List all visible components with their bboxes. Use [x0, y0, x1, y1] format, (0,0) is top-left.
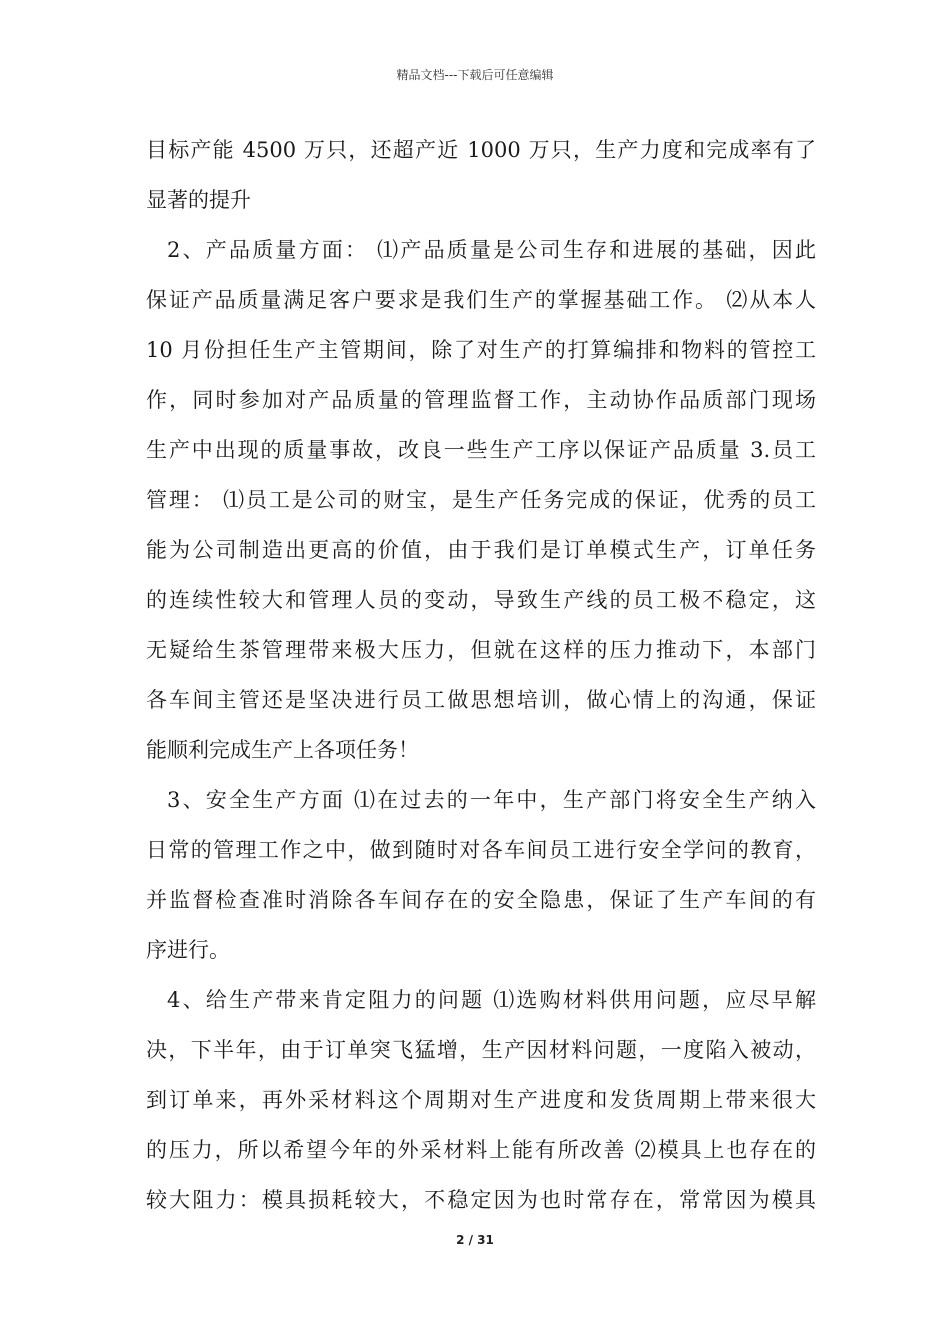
- text-line: 较大阻力：模具损耗较大，不稳定因为也时常存在，常常因为模具: [146, 1188, 816, 1212]
- text-line: 目标产能 4500 万只，还超产近 1000 万只，生产力度和完成率有了: [146, 138, 816, 162]
- page-header: 精品文档---下载后可任意编辑: [396, 68, 554, 82]
- text-line: 管理： ⑴员工是公司的财宝，是生产任务完成的保证，优秀的员工: [146, 488, 816, 512]
- text-line: 3、安全生产方面 ⑴在过去的一年中，生产部门将安全生产纳入: [167, 788, 816, 812]
- text-line: 生产中出现的质量事故，改良一些生产工序以保证产品质量 3.员工: [146, 438, 816, 462]
- text-line: 能顺利完成生产上各项任务！: [146, 738, 419, 762]
- text-line: 各车间主管还是坚决进行员工做思想培训，做心情上的沟通，保证: [146, 688, 816, 712]
- text-line: 能为公司制造出更高的价值，由于我们是订单模式生产，订单任务: [146, 538, 816, 562]
- text-line: 日常的管理工作之中，做到随时对各车间员工进行安全学问的教育，: [146, 838, 816, 862]
- text-line: 的连续性较大和管理人员的变动，导致生产线的员工极不稳定，这: [146, 588, 816, 612]
- text-line: 10 月份担任生产主管期间，除了对生产的打算编排和物料的管控工: [146, 338, 816, 362]
- text-line: 无疑给生茶管理带来极大压力，但就在这样的压力推动下，本部门: [146, 638, 816, 662]
- text-line: 4、给生产带来肯定阻力的问题 ⑴选购材料供用问题，应尽早解: [167, 988, 816, 1012]
- text-line: 保证产品质量满足客户要求是我们生产的掌握基础工作。 ⑵从本人: [146, 288, 816, 312]
- text-line: 决，下半年，由于订单突飞猛增，生产因材料问题，一度陷入被动，: [146, 1038, 816, 1062]
- text-line: 的压力，所以希望今年的外采材料上能有所改善 ⑵模具上也存在的: [146, 1138, 816, 1162]
- text-line: 序进行。: [146, 938, 230, 962]
- text-line: 到订单来，再外采材料这个周期对生产进度和发货周期上带来很大: [146, 1088, 816, 1112]
- page-number: 2 / 31: [456, 1233, 494, 1247]
- text-line: 显著的提升: [146, 188, 251, 212]
- text-line: 并监督检查准时消除各车间存在的安全隐患，保证了生产车间的有: [146, 888, 816, 912]
- text-line: 作，同时参加对产品质量的管理监督工作，主动协作品质部门现场: [146, 388, 816, 412]
- text-line: 2、产品质量方面： ⑴产品质量是公司生存和进展的基础，因此: [167, 238, 816, 262]
